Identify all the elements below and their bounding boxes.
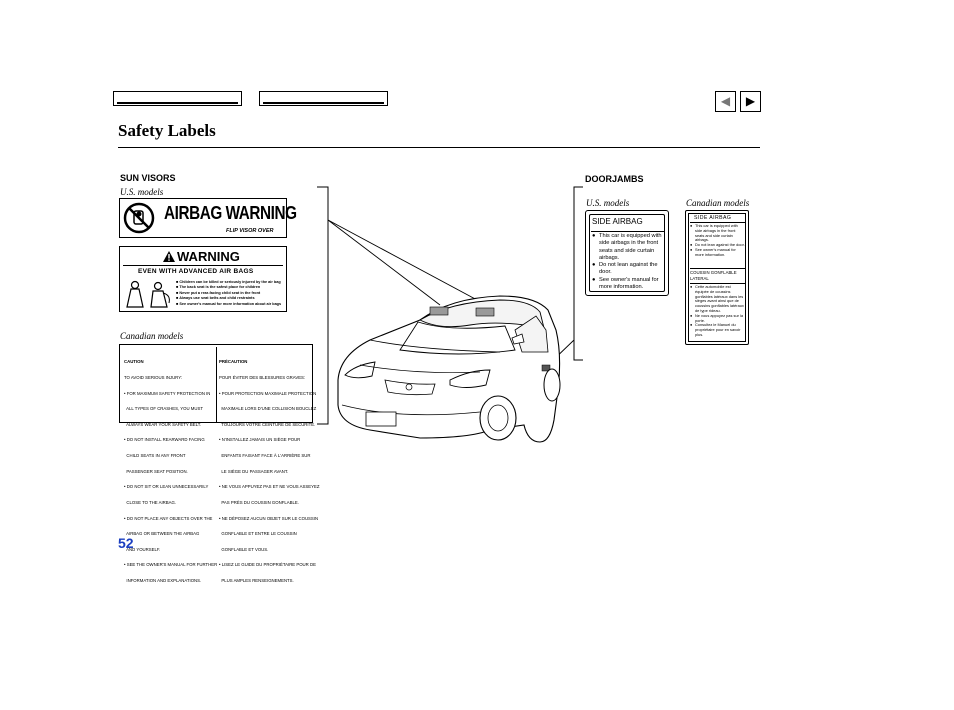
ca-side-airbag-title-fr: COUSSIN GONFLABLE LATERAL [690, 270, 737, 281]
warning-line: ■ Children can be killed or seriously injured by the air bag [176, 280, 281, 284]
title-divider [118, 147, 760, 148]
advanced-airbag-warning-label [119, 246, 287, 312]
caution-en-line: AIRBAG OR BETWEEN THE AIRBAG [124, 531, 200, 537]
page-number: 52 [118, 535, 134, 551]
caution-fr-line: MAXIMALE LORS D'UNE COLLISION BOUCLEZ [219, 406, 317, 412]
caution-fr-line: GONFLABLE ET ENTRE LE COUSSIN [219, 531, 297, 537]
caution-en-line: • SEE THE OWNER'S MANUAL FOR FURTHER [124, 562, 218, 568]
caution-fr-line: • NE VOUS APPUYEZ PAS ET NE VOUS ASSEYEZ [219, 484, 320, 490]
prev-arrow-icon: ◀ [720, 94, 731, 108]
warning-title: WARNING [177, 249, 240, 264]
next-page-button[interactable] [740, 91, 761, 112]
car-illustration [300, 180, 590, 450]
ca-side-airbag-bullet-fr: ● Cette automobile est équipée de coussins gonflables latéraux dans les sièges avant ainsi que de coussins gonflables latéraux de type rideau. [690, 284, 744, 313]
caution-fr-line: GONFLABLE ET VOUS. [219, 546, 269, 552]
caution-en-line: • FOR MAXIMUM SAFETY PROTECTION IN [124, 390, 211, 396]
ca-side-airbag-bullet: ● This car is equipped with side airbags in the front seats and side curtain airbags. [690, 223, 738, 243]
caution-fr-line: ENFANTS FAISANT FACE À L'ARRIÈRE SUR [219, 453, 311, 459]
caution-en-line: AND YOURSELF. [124, 546, 161, 552]
doorjambs-heading: DOORJAMBS [585, 174, 644, 184]
warning-line: ■ Never put a rear-facing child seat in the front [176, 290, 261, 295]
caution-fr-line: • NE DÉPOSEZ AUCUN OBJET SUR LE COUSSIN [219, 515, 319, 521]
caution-fr-line: LE SIÈGE DU PASSAGER AVANT. [219, 468, 289, 474]
caution-en-line: ALL TYPES OF CRASHES, YOU MUST [124, 406, 203, 412]
us-side-airbag-bullet: ● Do not lean against the door. [592, 262, 658, 276]
flip-visor-text: FLIP VISOR OVER [226, 228, 274, 234]
next-arrow-icon: ▶ [745, 94, 756, 108]
canadian-side-airbag-label [685, 210, 749, 345]
us-side-airbag-title: SIDE AIRBAG [592, 217, 643, 226]
warning-line: ■ Always use seat belts and child restraints [176, 296, 255, 301]
child-seat-figures-icon [123, 279, 173, 309]
caution-fr-line: POUR ÉVITER DES BLESSURES GRAVES: [219, 375, 306, 381]
sun-visors-heading: SUN VISORS [120, 173, 176, 183]
caution-fr-line: • LISEZ LE GUIDE DU PROPRIÉTAIRE POUR DE [219, 562, 316, 568]
warning-line: ■ See owner's manual for more information about air bags [176, 301, 282, 306]
ca-side-airbag-bullet-fr: ● Ne vous appuyez pas sur la porte. [690, 312, 744, 323]
ca-side-airbag-bullet: ● See owner's manual for more information. [690, 246, 736, 257]
caution-en-line: PASSENGER SEAT POSITION. [124, 468, 188, 474]
nav-tab-index[interactable] [259, 91, 388, 106]
warning-subtitle: EVEN WITH ADVANCED AIR BAGS [138, 268, 254, 275]
caution-fr-line: PAS PRÈS DU COUSSIN GONFLABLE. [219, 499, 299, 505]
sun-visors-canadian-caption: Canadian models [120, 331, 184, 341]
caution-en-line: • DO NOT SIT OR LEAN UNNECESSARILY [124, 484, 209, 490]
ca-side-airbag-bullet-fr: ● Consultez le Manuel du propriétaire pour en savoir plus. [690, 322, 741, 337]
caution-fr-line: • POUR PROTECTION MAXIMALE PROTECTION [219, 390, 317, 396]
us-side-airbag-bullet: ● This car is equipped with side airbags in the front seats and side curtain airbags. [592, 233, 662, 261]
caution-en-line: ALWAYS WEAR YOUR SAFETY BELT. [124, 421, 202, 427]
us-side-airbag-label [585, 210, 669, 296]
sun-visors-us-caption: U.S. models [120, 187, 164, 197]
airbag-warning-label [119, 198, 297, 238]
caution-en-line: TO AVOID SERIOUS INJURY: [124, 375, 183, 381]
page-title: Safety Labels [118, 121, 216, 140]
caution-en-title: CAUTION [124, 359, 144, 365]
caution-en-line: CLOSE TO THE AIRBAG. [124, 499, 177, 505]
ca-side-airbag-bullet: ● Do not lean against the door. [690, 242, 745, 248]
caution-fr-line: PLUS AMPLES RENSEIGNEMENTS. [219, 577, 294, 583]
airbag-warning-text: AIRBAG WARNING [164, 203, 297, 223]
doorjambs-us-caption: U.S. models [586, 198, 630, 208]
doorjambs-canadian-caption: Canadian models [686, 198, 750, 208]
caution-fr-title: PRÉCAUTION [219, 359, 248, 365]
us-side-airbag-bullet: ● See owner's manual for more information. [592, 276, 659, 291]
caution-fr-line: • N'INSTALLEZ JAMAIS UN SIÈGE POUR [219, 437, 301, 443]
caution-en-line: • DO NOT PLACE ANY OBJECTS OVER THE [124, 515, 213, 521]
warning-line: ■ The back seat is the safest place for children [176, 285, 261, 290]
nav-tab-contents[interactable] [113, 91, 242, 106]
caution-fr-line: TOUJOURS VOTRE CEINTURE DE SÉCURITÉ. [219, 421, 316, 427]
no-child-seat-icon [123, 202, 155, 234]
ca-side-airbag-title: SIDE AIRBAG [694, 215, 732, 221]
prev-page-button[interactable] [715, 91, 736, 112]
caution-en-line: • DO NOT INSTALL REARWARD FACING [124, 437, 205, 443]
caution-en-line: INFORMATION AND EXPLANATIONS. [124, 577, 202, 583]
caution-en-line: CHILD SEATS IN ANY FRONT [124, 453, 186, 459]
warning-triangle-icon [163, 251, 175, 262]
